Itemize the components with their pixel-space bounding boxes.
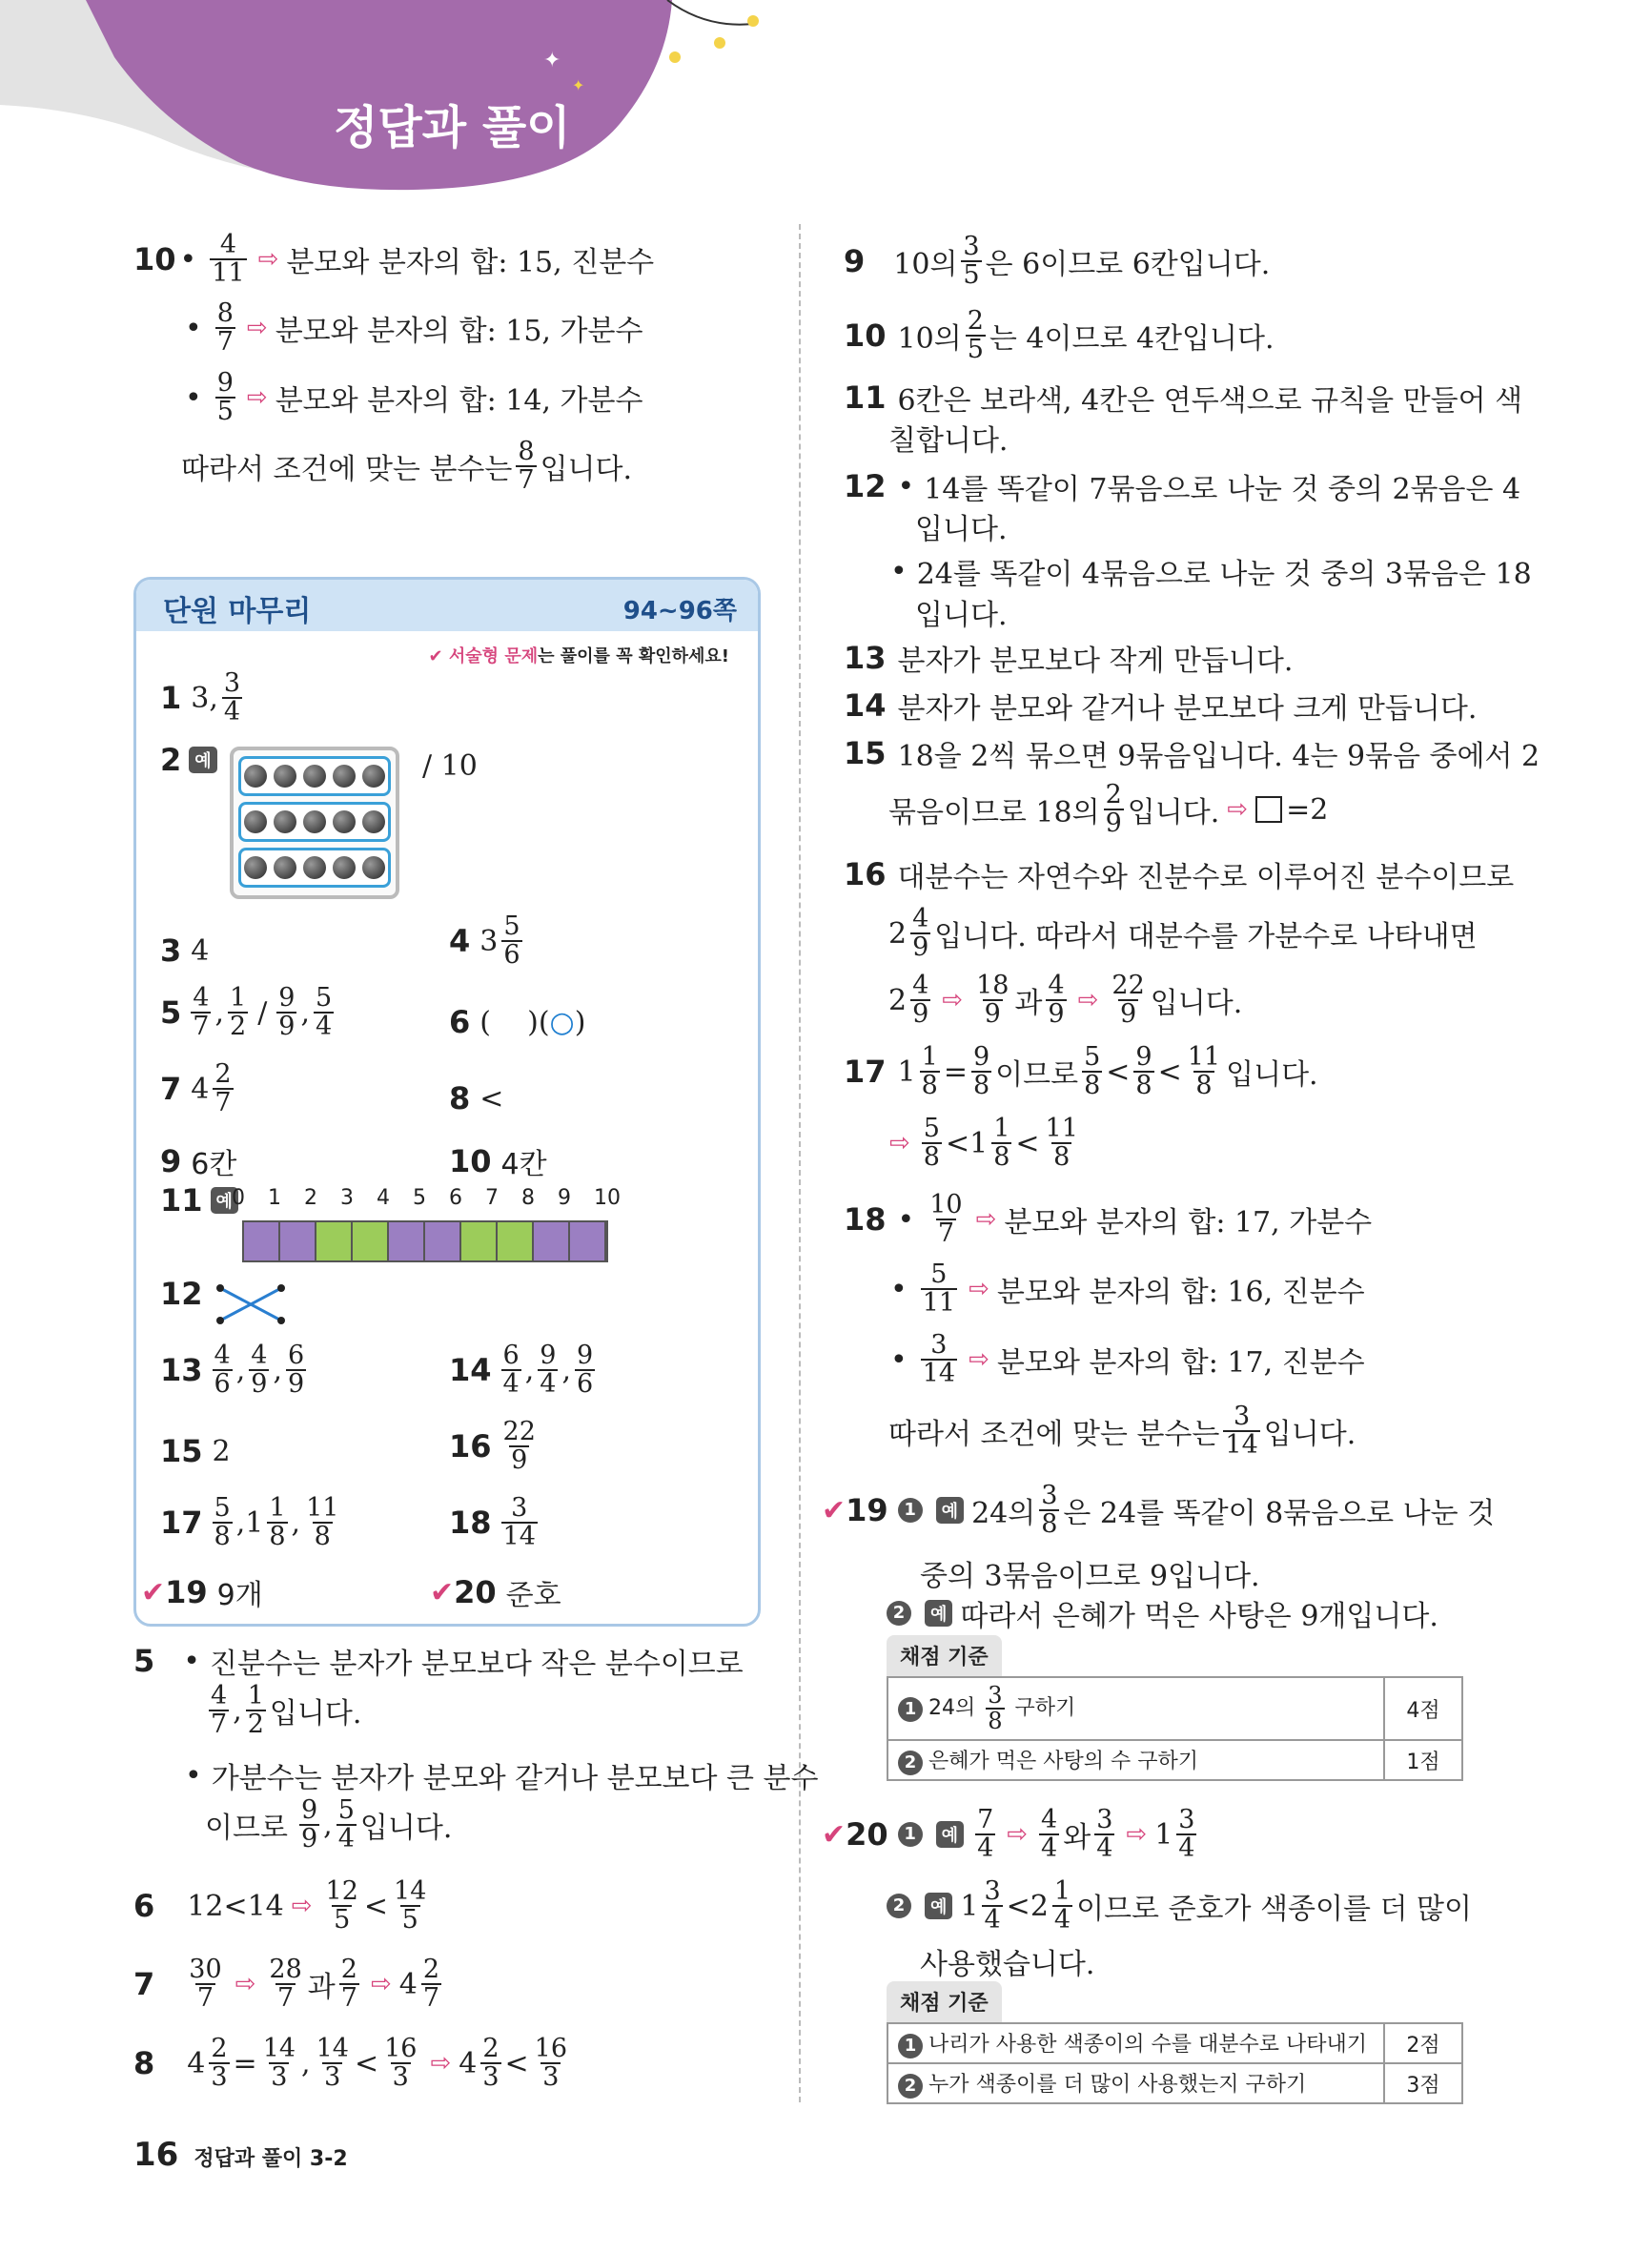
- candy-icon: [274, 810, 296, 833]
- arrow-icon: ⇨: [257, 245, 279, 275]
- check-icon: ✔: [822, 1817, 846, 1852]
- page-number: 16: [133, 2136, 179, 2174]
- unit-summary-title: 단원 마무리: [163, 595, 312, 628]
- answer-20: ✔ 20 준호: [430, 1574, 561, 1612]
- right-q16-line3: 2 $\frac{4}{9}$ ⇨ $\frac{18}{9}$ 과 $\frac{4}{9}$ ⇨ $\frac{22}{9}$ 입니다.: [888, 971, 1243, 1030]
- right-q11-line2: 칠합니다.: [888, 424, 1009, 458]
- answer-9: 9 6칸: [160, 1143, 237, 1181]
- arrow-icon: ⇨: [430, 2049, 452, 2079]
- arrow-icon: ⇨: [1126, 1820, 1148, 1850]
- page-title: 정답과 풀이: [334, 101, 571, 154]
- answer-14: 14 $\frac{6}{4}$ , $\frac{9}{4}$ , $\frac{9}{6}$: [449, 1341, 594, 1400]
- answer-19: ✔ 19 9개: [141, 1574, 263, 1612]
- arrow-icon: ⇨: [1077, 986, 1099, 1015]
- unit-summary-note: ✔ 서술형 문제는 풀이를 꼭 확인하세요!: [428, 646, 729, 666]
- right-q18-item-1: 18 • $\frac{10}{7}$ ⇨ 분모와 분자의 합: 17, 가분수: [844, 1190, 1373, 1249]
- candy-row: [238, 756, 391, 796]
- tick-label: 6: [449, 1186, 462, 1210]
- fraction: $\frac{8}{7}$: [216, 298, 234, 358]
- fraction: $\frac{9}{5}$: [216, 368, 234, 427]
- right-q12-line3: • 24를 똑같이 4묶음으로 나눈 것 중의 3묶음은 18: [890, 554, 1532, 591]
- right-q14: 14 분자가 분모와 같거나 분모보다 크게 만듭니다.: [844, 687, 1478, 726]
- svg-text:✦: ✦: [572, 76, 585, 94]
- header-banner: [0, 0, 1652, 200]
- tick-label: 4: [377, 1186, 390, 1210]
- column-divider: [799, 224, 801, 2102]
- candy-icon: [244, 856, 267, 879]
- tick-label: 2: [304, 1186, 317, 1210]
- right-q19-line3: 2 예 따라서 은혜가 먹은 사탕은 9개입니다.: [887, 1592, 1438, 1634]
- right-q16: 16 대분수는 자연수와 진분수로 이루어진 분수이므로: [844, 856, 1515, 894]
- fraction: $\frac{8}{7}$: [518, 437, 535, 496]
- right-q17-line2: ⇨ $\frac{5}{8}$ < 1 $\frac{1}{8}$ < $\frac{11}{8}$: [889, 1114, 1078, 1173]
- strip-cell-green: [461, 1222, 498, 1260]
- page-footer: [133, 2136, 348, 2174]
- right-q18-item-3: • $\frac{3}{14}$ ⇨ 분모와 분자의 합: 17, 진분수: [890, 1330, 1365, 1389]
- arrow-icon: ⇨: [246, 314, 268, 343]
- candy-grid: [230, 747, 399, 899]
- answer-2-after: / 10: [422, 749, 478, 783]
- right-q17: 17 1 $\frac{1}{8}$ = $\frac{9}{8}$ 이므로 $\frac{5}{8}$ < $\frac{9}{8}$ < $\frac{11}{8}$ 입니다.: [844, 1042, 1318, 1101]
- answer-1: 1 3, $\frac{3}{4}$: [160, 668, 241, 727]
- candy-icon: [274, 856, 296, 879]
- strip-cell-purple: [244, 1222, 280, 1260]
- tick-label: 7: [485, 1186, 499, 1210]
- arrow-icon: ⇨: [291, 1892, 313, 1921]
- left-q7: 7 $\frac{30}{7}$ ⇨ $\frac{28}{7}$ 과 $\frac{2}{7}$ ⇨ 4 $\frac{2}{7}$: [133, 1955, 440, 2014]
- candy-icon: [333, 810, 356, 833]
- candy-icon: [303, 765, 326, 788]
- svg-text:✦: ✦: [543, 49, 561, 72]
- candy-icon: [362, 765, 385, 788]
- right-q18-item-2: • $\frac{5}{11}$ ⇨ 분모와 분자의 합: 16, 진분수: [890, 1260, 1365, 1319]
- fraction: $\frac{4}{11}$: [212, 230, 245, 289]
- candy-icon: [244, 810, 267, 833]
- example-badge: 예: [925, 1600, 952, 1627]
- right-q12: 12 • 14를 똑같이 7묶음으로 나눈 것 중의 2묶음은 4: [844, 468, 1521, 506]
- candy-icon: [303, 856, 326, 879]
- answer-3: 3 4: [160, 932, 210, 969]
- colored-strip: [242, 1220, 608, 1262]
- strip-cell-purple: [570, 1222, 606, 1260]
- answer-2: 2 예: [160, 742, 225, 778]
- right-q18-conclusion: 따라서 조건에 맞는 분수는 $\frac{3}{14}$ 입니다.: [888, 1402, 1356, 1461]
- candy-icon: [333, 765, 356, 788]
- arrow-icon: ⇨: [1227, 795, 1249, 825]
- tick-label: 1: [268, 1186, 281, 1210]
- example-badge: 예: [211, 1187, 238, 1214]
- check-icon: ✔: [141, 1575, 166, 1609]
- example-badge: 예: [936, 1497, 964, 1524]
- answer-18: 18 $\frac{3}{14}$: [449, 1493, 536, 1552]
- candy-icon: [362, 810, 385, 833]
- example-badge: 예: [925, 1893, 952, 1919]
- right-q19-line1: ✔ 19 1 예 24의 $\frac{3}{8}$ 은 24를 똑같이 8묶음으로 나눈 것: [822, 1481, 1496, 1540]
- strip-cell-purple: [280, 1222, 316, 1260]
- check-icon: ✔: [430, 1575, 455, 1609]
- right-q16-line2: 2 $\frac{4}{9}$ 입니다. 따라서 대분수를 가분수로 나타내면: [888, 904, 1478, 963]
- cross-lines-icon: [213, 1280, 289, 1328]
- strip-cell-green: [353, 1222, 389, 1260]
- tick-label: 10: [594, 1186, 621, 1210]
- check-icon: ✔: [822, 1493, 846, 1527]
- left-q10-conclusion: 따라서 조건에 맞는 분수는 $\frac{8}{7}$ 입니다.: [181, 437, 633, 496]
- strip-cell-green: [316, 1222, 353, 1260]
- arrow-icon: ⇨: [1007, 1820, 1029, 1850]
- arrow-icon: ⇨: [969, 1275, 989, 1304]
- example-badge: 예: [189, 747, 216, 773]
- blank-box: [1255, 796, 1282, 823]
- answer-4: 4 3 $\frac{5}{6}$: [449, 911, 520, 971]
- right-q20-line3: 사용했습니다.: [920, 1948, 1095, 1981]
- right-q15-line2: 묶음이므로 18의 $\frac{2}{9}$ 입니다. ⇨ =2: [888, 780, 1329, 839]
- left-q8: 8 4 $\frac{2}{3}$ = $\frac{14}{3}$ , $\frac{14}{3}$ < $\frac{16}{3}$ ⇨ 4 $\frac{2}{3}$ < $\frac{16}{3}$: [133, 2034, 568, 2093]
- q20-grading: 채점 기준 1 나리가 사용한 색종이의 수를 대분수로 나타내기 2점 2 누가 색종이를 더 많이 사용했는지 구하기 3점: [887, 1981, 1463, 2104]
- candy-icon: [303, 810, 326, 833]
- candy-icon: [274, 765, 296, 788]
- answer-8: 8 <: [449, 1080, 504, 1116]
- answer-5: 5 $\frac{4}{7}$ , $\frac{1}{2}$ / $\frac{9}{9}$ , $\frac{5}{4}$: [160, 983, 333, 1042]
- left-q5-line1b: $\frac{4}{7}$ , $\frac{1}{2}$ 입니다.: [211, 1681, 362, 1740]
- right-q10: 10 10의 $\frac{2}{5}$ 는 4이므로 4칸입니다.: [844, 306, 1275, 365]
- unit-summary-pages: 94~96쪽: [622, 597, 737, 625]
- left-q5-line2: • 가분수는 분자가 분모와 같거나 분모보다 큰 분수: [185, 1758, 819, 1795]
- arrow-icon: ⇨: [975, 1205, 997, 1235]
- answer-16: 16 $\frac{22}{9}$: [449, 1417, 536, 1476]
- candy-row: [238, 802, 391, 842]
- answer-7: 7 4 $\frac{2}{7}$: [160, 1059, 232, 1118]
- tick-label: 3: [340, 1186, 354, 1210]
- right-q20-line2: 2 예 1 $\frac{3}{4}$ < 2 $\frac{1}{4}$ 이므로 준호가 색종이를 더 많이: [887, 1878, 1472, 1935]
- answer-11: 11 예: [160, 1182, 246, 1219]
- answer-6: 6 ( )( ○ ): [449, 1004, 586, 1040]
- left-q5-line3: 이므로 $\frac{9}{9}$ , $\frac{5}{4}$ 입니다.: [205, 1795, 453, 1854]
- arrow-icon: ⇨: [889, 1129, 910, 1158]
- candy-icon: [362, 856, 385, 879]
- strip-cell-purple: [425, 1222, 461, 1260]
- number-line-ticks: [232, 1186, 632, 1215]
- left-q10-item-2: • $\frac{8}{7}$ ⇨ 분모와 분자의 합: 15, 가분수: [185, 298, 643, 358]
- strip-cell-purple: [389, 1222, 425, 1260]
- right-q20-line1: ✔ 20 1 예 $\frac{7}{4}$ ⇨ $\frac{4}{4}$ 와 $\frac{3}{4}$ ⇨ 1 $\frac{3}{4}$: [822, 1805, 1195, 1864]
- candy-icon: [244, 765, 267, 788]
- right-q12-line2: 입니다.: [915, 513, 1008, 546]
- left-q10-item-1: 10 • $\frac{4}{11}$ ⇨ 분모와 분자의 합: 15, 진분수: [133, 230, 655, 289]
- example-badge: 예: [936, 1821, 964, 1848]
- answer-12: 12: [160, 1276, 203, 1312]
- tick-label: 8: [521, 1186, 535, 1210]
- arrow-icon: ⇨: [246, 383, 268, 413]
- right-q12-line4: 입니다.: [915, 599, 1008, 632]
- tick-label: 5: [413, 1186, 426, 1210]
- answer-17: 17 $\frac{5}{8}$ , 1 $\frac{1}{8}$ , $\frac{11}{8}$: [160, 1493, 339, 1552]
- left-q6: 6 12<14 ⇨ $\frac{12}{5}$ < $\frac{14}{5}$: [133, 1876, 427, 1936]
- right-q19-line2: 중의 3묶음이므로 9입니다.: [920, 1560, 1260, 1593]
- left-q10-item-3: • $\frac{9}{5}$ ⇨ 분모와 분자의 합: 14, 가분수: [185, 368, 643, 427]
- arrow-icon: ⇨: [370, 1970, 392, 1999]
- tick-label: 0: [232, 1186, 245, 1210]
- left-q5-line1: 5 • 진분수는 분자가 분모보다 작은 분수이므로: [133, 1643, 744, 1681]
- arrow-icon: ⇨: [942, 986, 964, 1015]
- answer-15: 15 2: [160, 1433, 231, 1469]
- arrow-icon: ⇨: [969, 1345, 989, 1375]
- answer-13: 13 $\frac{4}{6}$ , $\frac{4}{9}$ , $\frac{6}{9}$: [160, 1341, 305, 1400]
- answer-10: 10 4칸: [449, 1143, 547, 1181]
- right-q13: 13 분자가 분모보다 작게 만듭니다.: [844, 640, 1294, 678]
- arrow-icon: ⇨: [235, 1970, 256, 1999]
- candy-row: [238, 848, 391, 888]
- question-number: 10: [133, 241, 176, 278]
- q19-grading: 채점 기준 1 24의 $\frac{3}{8}$ 구하기 4점 2 은혜가 먹은 사탕의 수 구하기 1점: [887, 1635, 1463, 1781]
- book-label: 정답과 풀이 3-2: [194, 2147, 348, 2171]
- right-q15: 15 18을 2씩 묶으면 9묶음입니다. 4는 9묶음 중에서 2: [844, 735, 1540, 773]
- strip-cell-purple: [534, 1222, 570, 1260]
- candy-icon: [333, 856, 356, 879]
- strip-cell-green: [498, 1222, 534, 1260]
- tick-label: 9: [558, 1186, 571, 1210]
- unit-summary-box: [133, 577, 761, 1627]
- right-q11: 11 6칸은 보라색, 4칸은 연두색으로 규칙을 만들어 색: [844, 379, 1523, 418]
- right-q9: 9 10의 $\frac{3}{5}$ 은 6이므로 6칸입니다.: [844, 232, 1271, 291]
- check-icon: ✔: [428, 646, 443, 666]
